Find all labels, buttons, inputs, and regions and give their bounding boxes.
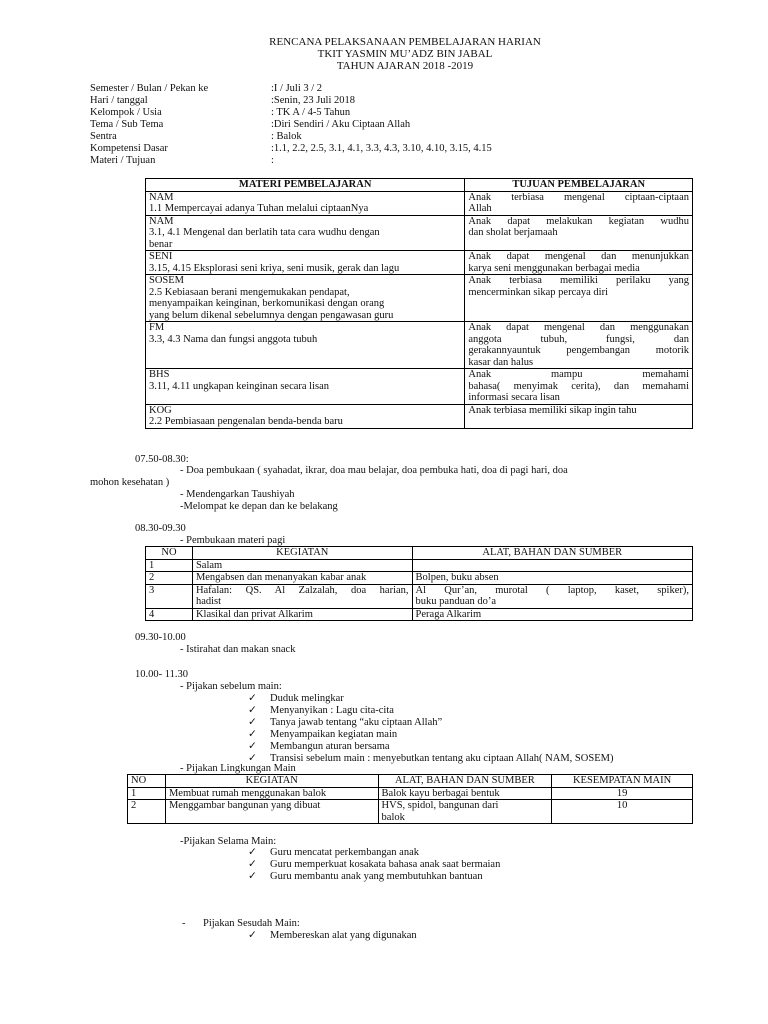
materi-cell xyxy=(146,251,465,275)
checkmark-icon: ✓ xyxy=(248,871,257,882)
materi-row xyxy=(146,404,693,428)
checkmark-icon: ✓ xyxy=(248,705,257,716)
ling-kegiatan-header: KEGIATAN xyxy=(165,775,378,788)
session1-doa-line2: mohon kesehatan ) xyxy=(90,477,170,488)
identity-value: : TK A / 4-5 Tahun xyxy=(271,107,351,118)
lingkungan-row xyxy=(128,800,693,824)
identity-value: :1.1, 2.2, 2.5, 3.1, 4.1, 3.3, 4.3, 3.10, 4.10, 3.15, 4.15 xyxy=(271,143,492,154)
materi-line: 2.2 Pembiasaan pengenalan benda-benda baru xyxy=(149,416,343,427)
identity-label: Kelompok / Usia xyxy=(90,107,162,118)
tujuan-line: kasar dan halus xyxy=(468,356,534,368)
checkmark-icon: ✓ xyxy=(248,930,257,941)
session1-doa-line1: - Doa pembukaan ( syahadat, ikrar, doa mau belajar, doa pembuka hati, doa di pagi hari, doa xyxy=(180,465,568,476)
materi-table xyxy=(145,178,693,429)
kegiatan-line: hadist xyxy=(195,596,222,607)
pembukaan-row xyxy=(146,559,693,572)
ling-kesempatan-cell: 19 xyxy=(552,787,693,800)
tujuan-line: bahasa( menyimak cerita), dan memahami xyxy=(468,380,689,392)
materi-row xyxy=(146,215,693,251)
kegiatan-line: Salam xyxy=(195,559,223,571)
materi-line: BHS xyxy=(149,369,170,380)
materi-line: 1.1 Mempercayai adanya Tuhan melalui ciptaanNya xyxy=(149,203,369,214)
check-item: Guru memperkuat kosakata bahasa anak saat bermaian xyxy=(270,859,501,870)
session1-time: 07.50-08.30: xyxy=(135,454,189,465)
tujuan-line: Anak dapat mengenal dan menggunakan xyxy=(468,322,689,333)
identity-label: Kompetensi Dasar xyxy=(90,143,168,154)
materi-row xyxy=(146,251,693,275)
check-item: Guru membantu anak yang membutuhkan bantuan xyxy=(270,871,483,882)
check-item: Membangun aturan bersama xyxy=(270,741,390,752)
alat-line: Bolpen, buku absen xyxy=(415,572,499,583)
kegiatan-cell xyxy=(192,572,412,585)
tujuan-cell xyxy=(465,322,693,369)
materi-line: 3.11, 4.11 ungkapan keinginan secara lisan xyxy=(149,380,330,392)
tujuan-line: Anak terbiasa memiliki perilaku yang xyxy=(468,275,689,286)
ling-alat-line: HVS, spidol, bangunan dari xyxy=(381,800,499,811)
ling-no-cell: 1 xyxy=(128,787,166,800)
kegiatan-cell xyxy=(192,608,412,621)
ling-alat-line: balok xyxy=(381,811,405,823)
ling-kegiatan-cell: Menggambar bangunan yang dibuat xyxy=(165,800,378,824)
materi-line: KOG xyxy=(149,404,172,416)
tujuan-cell xyxy=(465,369,693,405)
materi-cell xyxy=(146,404,465,428)
alat-cell xyxy=(412,608,692,621)
ling-no-header: NO xyxy=(128,775,166,788)
tujuan-cell xyxy=(465,191,693,215)
tujuan-line: anggota tubuh, fungsi, dan xyxy=(468,333,689,345)
session4-time: 10.00- 11.30 xyxy=(135,669,188,680)
document-title: RENCANA PELAKSANAAN PEMBELAJARAN HARIAN xyxy=(269,36,541,48)
tujuan-line: karya seni menggunakan berbagai media xyxy=(468,262,640,274)
session3-time: 09.30-10.00 xyxy=(135,632,186,643)
tujuan-line: gerakannyauntuk pengembangan motorik xyxy=(468,345,689,356)
tujuan-line: Anak terbiasa mengenal ciptaan-ciptaan xyxy=(468,191,689,203)
lingkungan-table xyxy=(127,774,693,824)
no-cell: 1 xyxy=(146,559,193,572)
checkmark-icon: ✓ xyxy=(248,847,257,858)
materi-row xyxy=(146,275,693,322)
check-item: Duduk melingkar xyxy=(270,693,344,704)
identity-label: Semester / Bulan / Pekan ke xyxy=(90,83,209,94)
tujuan-cell xyxy=(465,404,693,428)
pijakan-lingkungan-label: - Pijakan Lingkungan Main xyxy=(180,763,296,774)
session2-intro: - Pembukaan materi pagi xyxy=(180,535,286,546)
alat-cell xyxy=(412,572,692,585)
identity-label: Materi / Tujuan xyxy=(90,155,156,166)
identity-value: : xyxy=(271,155,274,166)
materi-cell xyxy=(146,215,465,251)
materi-cell xyxy=(146,322,465,369)
kegiatan-cell xyxy=(192,584,412,608)
materi-line: SENI xyxy=(149,251,173,262)
tujuan-cell xyxy=(465,215,693,251)
academic-year: TAHUN AJARAN 2018 -2019 xyxy=(336,60,474,72)
session1-taushiyah: - Mendengarkan Taushiyah xyxy=(180,489,295,500)
materi-line: 3.1, 4.1 Mengenal dan berlatih tata cara wudhu dengan xyxy=(149,227,380,238)
no-cell: 2 xyxy=(146,572,193,585)
kegiatan-line: Hafalan: QS. Al Zalzalah, doa harian, xyxy=(195,584,409,596)
kegiatan-header: KEGIATAN xyxy=(192,547,412,560)
check-item: Guru mencatat perkembangan anak xyxy=(270,847,419,858)
check-item: Menyampaikan kegiatan main xyxy=(270,729,398,740)
identity-value: :I / Juli 3 / 2 xyxy=(271,83,323,94)
alat-line: buku panduan do’a xyxy=(415,596,497,607)
no-cell: 4 xyxy=(146,608,193,621)
identity-value: :Senin, 23 Juli 2018 xyxy=(271,95,356,106)
tujuan-line: informasi secara lisan xyxy=(468,392,560,403)
checkmark-icon: ✓ xyxy=(248,717,257,728)
materi-cell xyxy=(146,191,465,215)
tujuan-cell xyxy=(465,275,693,322)
identity-label: Tema / Sub Tema xyxy=(90,119,164,130)
check-item: Membereskan alat yang digunakan xyxy=(270,930,417,941)
materi-cell xyxy=(146,275,465,322)
materi-line: 3.15, 4.15 Eksplorasi seni kriya, seni musik, gerak dan lagu xyxy=(149,262,400,274)
materi-line: yang belum dikenal sebelumnya dengan pengawasan guru xyxy=(149,309,394,321)
materi-row xyxy=(146,369,693,405)
identity-label: Hari / tanggal xyxy=(90,95,148,106)
materi-line: NAM xyxy=(149,215,174,227)
session1-melompat: -Melompat ke depan dan ke belakang xyxy=(180,501,338,512)
tujuan-line: Anak mampu memahami xyxy=(468,369,689,380)
pijakan-sesudah-label: Pijakan Sesudah Main: xyxy=(203,918,300,929)
identity-value: :Diri Sendiri / Aku Ciptaan Allah xyxy=(271,119,411,130)
checkmark-icon: ✓ xyxy=(248,859,257,870)
materi-header: MATERI PEMBELAJARAN xyxy=(146,179,465,192)
pembukaan-row xyxy=(146,572,693,585)
tujuan-line: mencerminkan sikap percaya diri xyxy=(468,286,609,298)
alat-line: Al Qur’an, murotal ( laptop, kaset, spiker), xyxy=(415,584,689,596)
ling-alat-cell xyxy=(378,800,552,824)
kegiatan-cell xyxy=(192,559,412,572)
materi-line: 2.5 Kebiasaan berani mengemukakan pendapat, xyxy=(149,286,350,298)
tujuan-cell xyxy=(465,251,693,275)
identity-label: Sentra xyxy=(90,131,117,142)
sesudah-dash: - xyxy=(182,918,186,929)
ling-no-cell: 2 xyxy=(128,800,166,824)
alat-header: ALAT, BAHAN DAN SUMBER xyxy=(412,547,692,560)
alat-cell xyxy=(412,559,692,572)
school-name: TKIT YASMIN MU’ADZ BIN JABAL xyxy=(317,48,493,60)
identity-value: : Balok xyxy=(271,131,302,142)
checkmark-icon: ✓ xyxy=(248,741,257,752)
checkmark-icon: ✓ xyxy=(248,693,257,704)
check-item: Menyanyikan : Lagu cita-cita xyxy=(270,705,394,716)
ling-kesempatan-header: KESEMPATAN MAIN xyxy=(552,775,693,788)
materi-cell xyxy=(146,369,465,405)
ling-kegiatan-cell: Membuat rumah menggunakan balok xyxy=(165,787,378,800)
tujuan-line: Anak dapat melakukan kegiatan wudhu xyxy=(468,215,689,227)
pijakan-sebelum-label: - Pijakan sebelum main: xyxy=(180,681,282,692)
ling-kesempatan-cell: 10 xyxy=(552,800,693,824)
session3-item: - Istirahat dan makan snack xyxy=(180,644,296,655)
ling-alat-line: Balok kayu berbagai bentuk xyxy=(381,787,500,799)
kegiatan-line: Mengabsen dan menanyakan kabar anak xyxy=(195,572,367,583)
materi-row xyxy=(146,191,693,215)
ling-alat-cell xyxy=(378,787,552,800)
tujuan-line: Anak dapat mengenal dan menunjukkan xyxy=(468,251,689,262)
check-item: Transisi sebelum main : menyebutkan tentang aku ciptaan Allah( NAM, SOSEM) xyxy=(270,753,614,764)
materi-line: FM xyxy=(149,322,165,333)
no-cell: 3 xyxy=(146,584,193,608)
pembukaan-table xyxy=(145,546,693,621)
alat-cell xyxy=(412,584,692,608)
materi-line: menyampaikan keinginan, berkomunikasi dengan orang xyxy=(149,298,385,309)
materi-line: 3.3, 4.3 Nama dan fungsi anggota tubuh xyxy=(149,333,318,345)
session2-time: 08.30-09.30 xyxy=(135,523,186,534)
ling-alat-header: ALAT, BAHAN DAN SUMBER xyxy=(378,775,552,788)
tujuan-line: Anak terbiasa memiliki sikap ingin tahu xyxy=(468,404,637,416)
lingkungan-row xyxy=(128,787,693,800)
checkmark-icon: ✓ xyxy=(248,753,257,764)
check-item: Tanya jawab tentang “aku ciptaan Allah” xyxy=(270,717,443,728)
materi-line: benar xyxy=(149,238,173,250)
tujuan-line: dan sholat berjamaah xyxy=(468,227,558,238)
materi-line: SOSEM xyxy=(149,275,185,286)
alat-line: Peraga Alkarim xyxy=(415,608,482,620)
pijakan-selama-label: -Pijakan Selama Main: xyxy=(180,836,277,847)
pembukaan-row xyxy=(146,608,693,621)
no-header: NO xyxy=(146,547,193,560)
materi-row xyxy=(146,322,693,369)
checkmark-icon: ✓ xyxy=(248,729,257,740)
pembukaan-row xyxy=(146,584,693,608)
kegiatan-line: Klasikal dan privat Alkarim xyxy=(195,608,313,620)
materi-line: NAM xyxy=(149,191,174,203)
tujuan-header: TUJUAN PEMBELAJARAN xyxy=(465,179,693,192)
tujuan-line: Allah xyxy=(468,203,492,214)
